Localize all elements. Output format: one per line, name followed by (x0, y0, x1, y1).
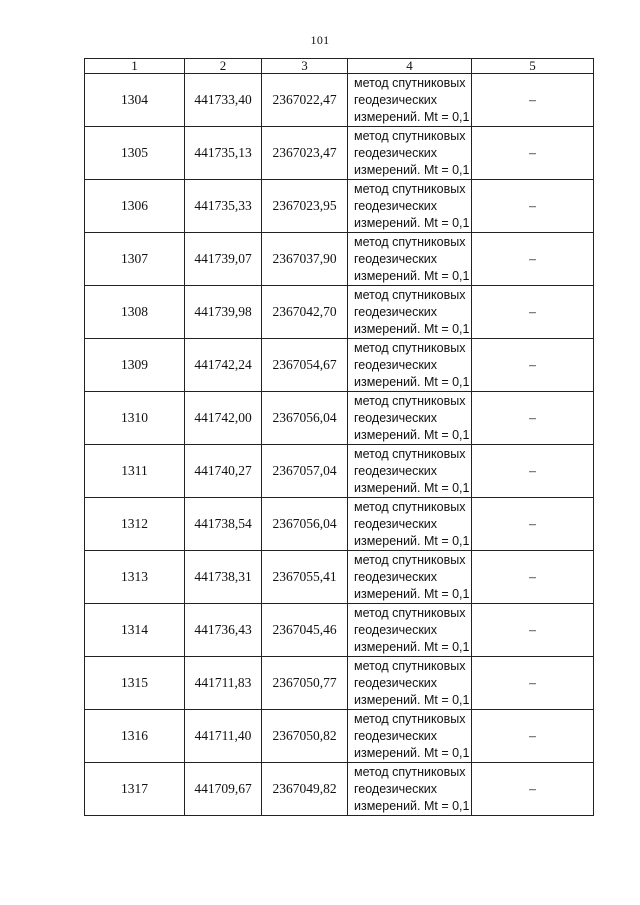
y-coordinate-cell: 2367022,47 (262, 74, 348, 127)
column-5-cell: – (472, 233, 594, 286)
method-line: геодезических (354, 357, 438, 372)
table-row (85, 657, 594, 710)
method-line: измерений. Mt = 0,1 (354, 268, 470, 283)
x-coordinate-cell: 441738,31 (185, 551, 262, 604)
method-line: геодезических (354, 728, 438, 743)
table-row (85, 710, 594, 763)
column-5-cell: – (472, 445, 594, 498)
method-line: геодезических (354, 781, 438, 796)
column-5-cell: – (472, 392, 594, 445)
method-line: метод спутниковых (354, 605, 466, 620)
method-cell (348, 657, 472, 710)
method-line: измерений. Mt = 0,1 (354, 109, 470, 124)
method-line: геодезических (354, 92, 438, 107)
method-line: геодезических (354, 463, 438, 478)
x-coordinate-cell: 441709,67 (185, 763, 262, 816)
point-id-cell: 1304 (85, 74, 185, 127)
method-line: измерений. Mt = 0,1 (354, 374, 470, 389)
method-line: геодезических (354, 622, 438, 637)
method-line: геодезических (354, 304, 438, 319)
point-id-cell: 1305 (85, 127, 185, 180)
column-5-cell: – (472, 339, 594, 392)
table-row (85, 127, 594, 180)
method-line: метод спутниковых (354, 340, 466, 355)
header-row (85, 59, 594, 74)
method-line: геодезических (354, 410, 438, 425)
point-id-cell: 1309 (85, 339, 185, 392)
table-row (85, 339, 594, 392)
method-line: измерений. Mt = 0,1 (354, 639, 470, 654)
column-5-cell: – (472, 286, 594, 339)
method-line: измерений. Mt = 0,1 (354, 427, 470, 442)
header-cell-5: 5 (472, 59, 594, 74)
x-coordinate-cell: 441711,83 (185, 657, 262, 710)
method-line: измерений. Mt = 0,1 (354, 798, 470, 813)
x-coordinate-cell: 441711,40 (185, 710, 262, 763)
method-cell (348, 604, 472, 657)
method-cell (348, 339, 472, 392)
method-cell (348, 127, 472, 180)
method-cell (348, 392, 472, 445)
method-line: метод спутниковых (354, 75, 466, 90)
method-line: геодезических (354, 198, 438, 213)
x-coordinate-cell: 441736,43 (185, 604, 262, 657)
table-header (85, 59, 594, 74)
y-coordinate-cell: 2367050,77 (262, 657, 348, 710)
method-line: измерений. Mt = 0,1 (354, 480, 470, 495)
header-cell-4: 4 (348, 59, 472, 74)
y-coordinate-cell: 2367055,41 (262, 551, 348, 604)
x-coordinate-cell: 441739,98 (185, 286, 262, 339)
point-id-cell: 1314 (85, 604, 185, 657)
point-id-cell: 1307 (85, 233, 185, 286)
y-coordinate-cell: 2367057,04 (262, 445, 348, 498)
table-row (85, 445, 594, 498)
method-line: метод спутниковых (354, 234, 466, 249)
method-cell (348, 74, 472, 127)
column-5-cell: – (472, 180, 594, 233)
method-line: метод спутниковых (354, 128, 466, 143)
method-line: измерений. Mt = 0,1 (354, 162, 470, 177)
column-5-cell: – (472, 657, 594, 710)
point-id-cell: 1308 (85, 286, 185, 339)
method-line: метод спутниковых (354, 181, 466, 196)
point-id-cell: 1313 (85, 551, 185, 604)
x-coordinate-cell: 441740,27 (185, 445, 262, 498)
y-coordinate-cell: 2367056,04 (262, 392, 348, 445)
y-coordinate-cell: 2367037,90 (262, 233, 348, 286)
method-cell (348, 710, 472, 763)
method-line: метод спутниковых (354, 446, 466, 461)
x-coordinate-cell: 441735,33 (185, 180, 262, 233)
column-5-cell: – (472, 604, 594, 657)
table-row (85, 763, 594, 816)
method-line: геодезических (354, 675, 438, 690)
method-line: метод спутниковых (354, 764, 466, 779)
page-number: 101 (310, 33, 330, 47)
method-line: метод спутниковых (354, 393, 466, 408)
y-coordinate-cell: 2367050,82 (262, 710, 348, 763)
method-line: измерений. Mt = 0,1 (354, 745, 470, 760)
table-row (85, 74, 594, 127)
point-id-cell: 1317 (85, 763, 185, 816)
point-id-cell: 1311 (85, 445, 185, 498)
header-cell-1: 1 (85, 59, 185, 74)
method-cell (348, 286, 472, 339)
column-5-cell: – (472, 763, 594, 816)
y-coordinate-cell: 2367023,95 (262, 180, 348, 233)
method-cell (348, 551, 472, 604)
method-line: измерений. Mt = 0,1 (354, 215, 470, 230)
y-coordinate-cell: 2367049,82 (262, 763, 348, 816)
column-5-cell: – (472, 127, 594, 180)
table-row (85, 551, 594, 604)
column-5-cell: – (472, 498, 594, 551)
y-coordinate-cell: 2367054,67 (262, 339, 348, 392)
x-coordinate-cell: 441735,13 (185, 127, 262, 180)
y-coordinate-cell: 2367045,46 (262, 604, 348, 657)
column-5-cell: – (472, 710, 594, 763)
point-id-cell: 1310 (85, 392, 185, 445)
method-line: геодезических (354, 145, 438, 160)
table-row (85, 498, 594, 551)
header-cell-2: 2 (185, 59, 262, 74)
method-line: геодезических (354, 569, 438, 584)
point-id-cell: 1316 (85, 710, 185, 763)
point-id-cell: 1315 (85, 657, 185, 710)
table-row (85, 180, 594, 233)
point-id-cell: 1306 (85, 180, 185, 233)
method-cell (348, 763, 472, 816)
y-coordinate-cell: 2367023,47 (262, 127, 348, 180)
method-line: метод спутниковых (354, 711, 466, 726)
method-line: метод спутниковых (354, 552, 466, 567)
column-5-cell: – (472, 551, 594, 604)
header-cell-3: 3 (262, 59, 348, 74)
x-coordinate-cell: 441742,24 (185, 339, 262, 392)
method-line: измерений. Mt = 0,1 (354, 586, 470, 601)
table-row (85, 286, 594, 339)
x-coordinate-cell: 441739,07 (185, 233, 262, 286)
method-line: измерений. Mt = 0,1 (354, 692, 470, 707)
method-cell (348, 180, 472, 233)
x-coordinate-cell: 441733,40 (185, 74, 262, 127)
method-line: метод спутниковых (354, 499, 466, 514)
coordinates-table (84, 58, 594, 816)
x-coordinate-cell: 441738,54 (185, 498, 262, 551)
x-coordinate-cell: 441742,00 (185, 392, 262, 445)
method-line: метод спутниковых (354, 658, 466, 673)
method-line: измерений. Mt = 0,1 (354, 533, 470, 548)
method-line: геодезических (354, 516, 438, 531)
table-row (85, 604, 594, 657)
method-line: геодезических (354, 251, 438, 266)
table-row (85, 392, 594, 445)
method-cell (348, 498, 472, 551)
point-id-cell: 1312 (85, 498, 185, 551)
y-coordinate-cell: 2367056,04 (262, 498, 348, 551)
method-cell (348, 233, 472, 286)
table-body (85, 74, 594, 816)
method-line: метод спутниковых (354, 287, 466, 302)
method-cell (348, 445, 472, 498)
table-row (85, 233, 594, 286)
method-line: измерений. Mt = 0,1 (354, 321, 470, 336)
y-coordinate-cell: 2367042,70 (262, 286, 348, 339)
column-5-cell: – (472, 74, 594, 127)
